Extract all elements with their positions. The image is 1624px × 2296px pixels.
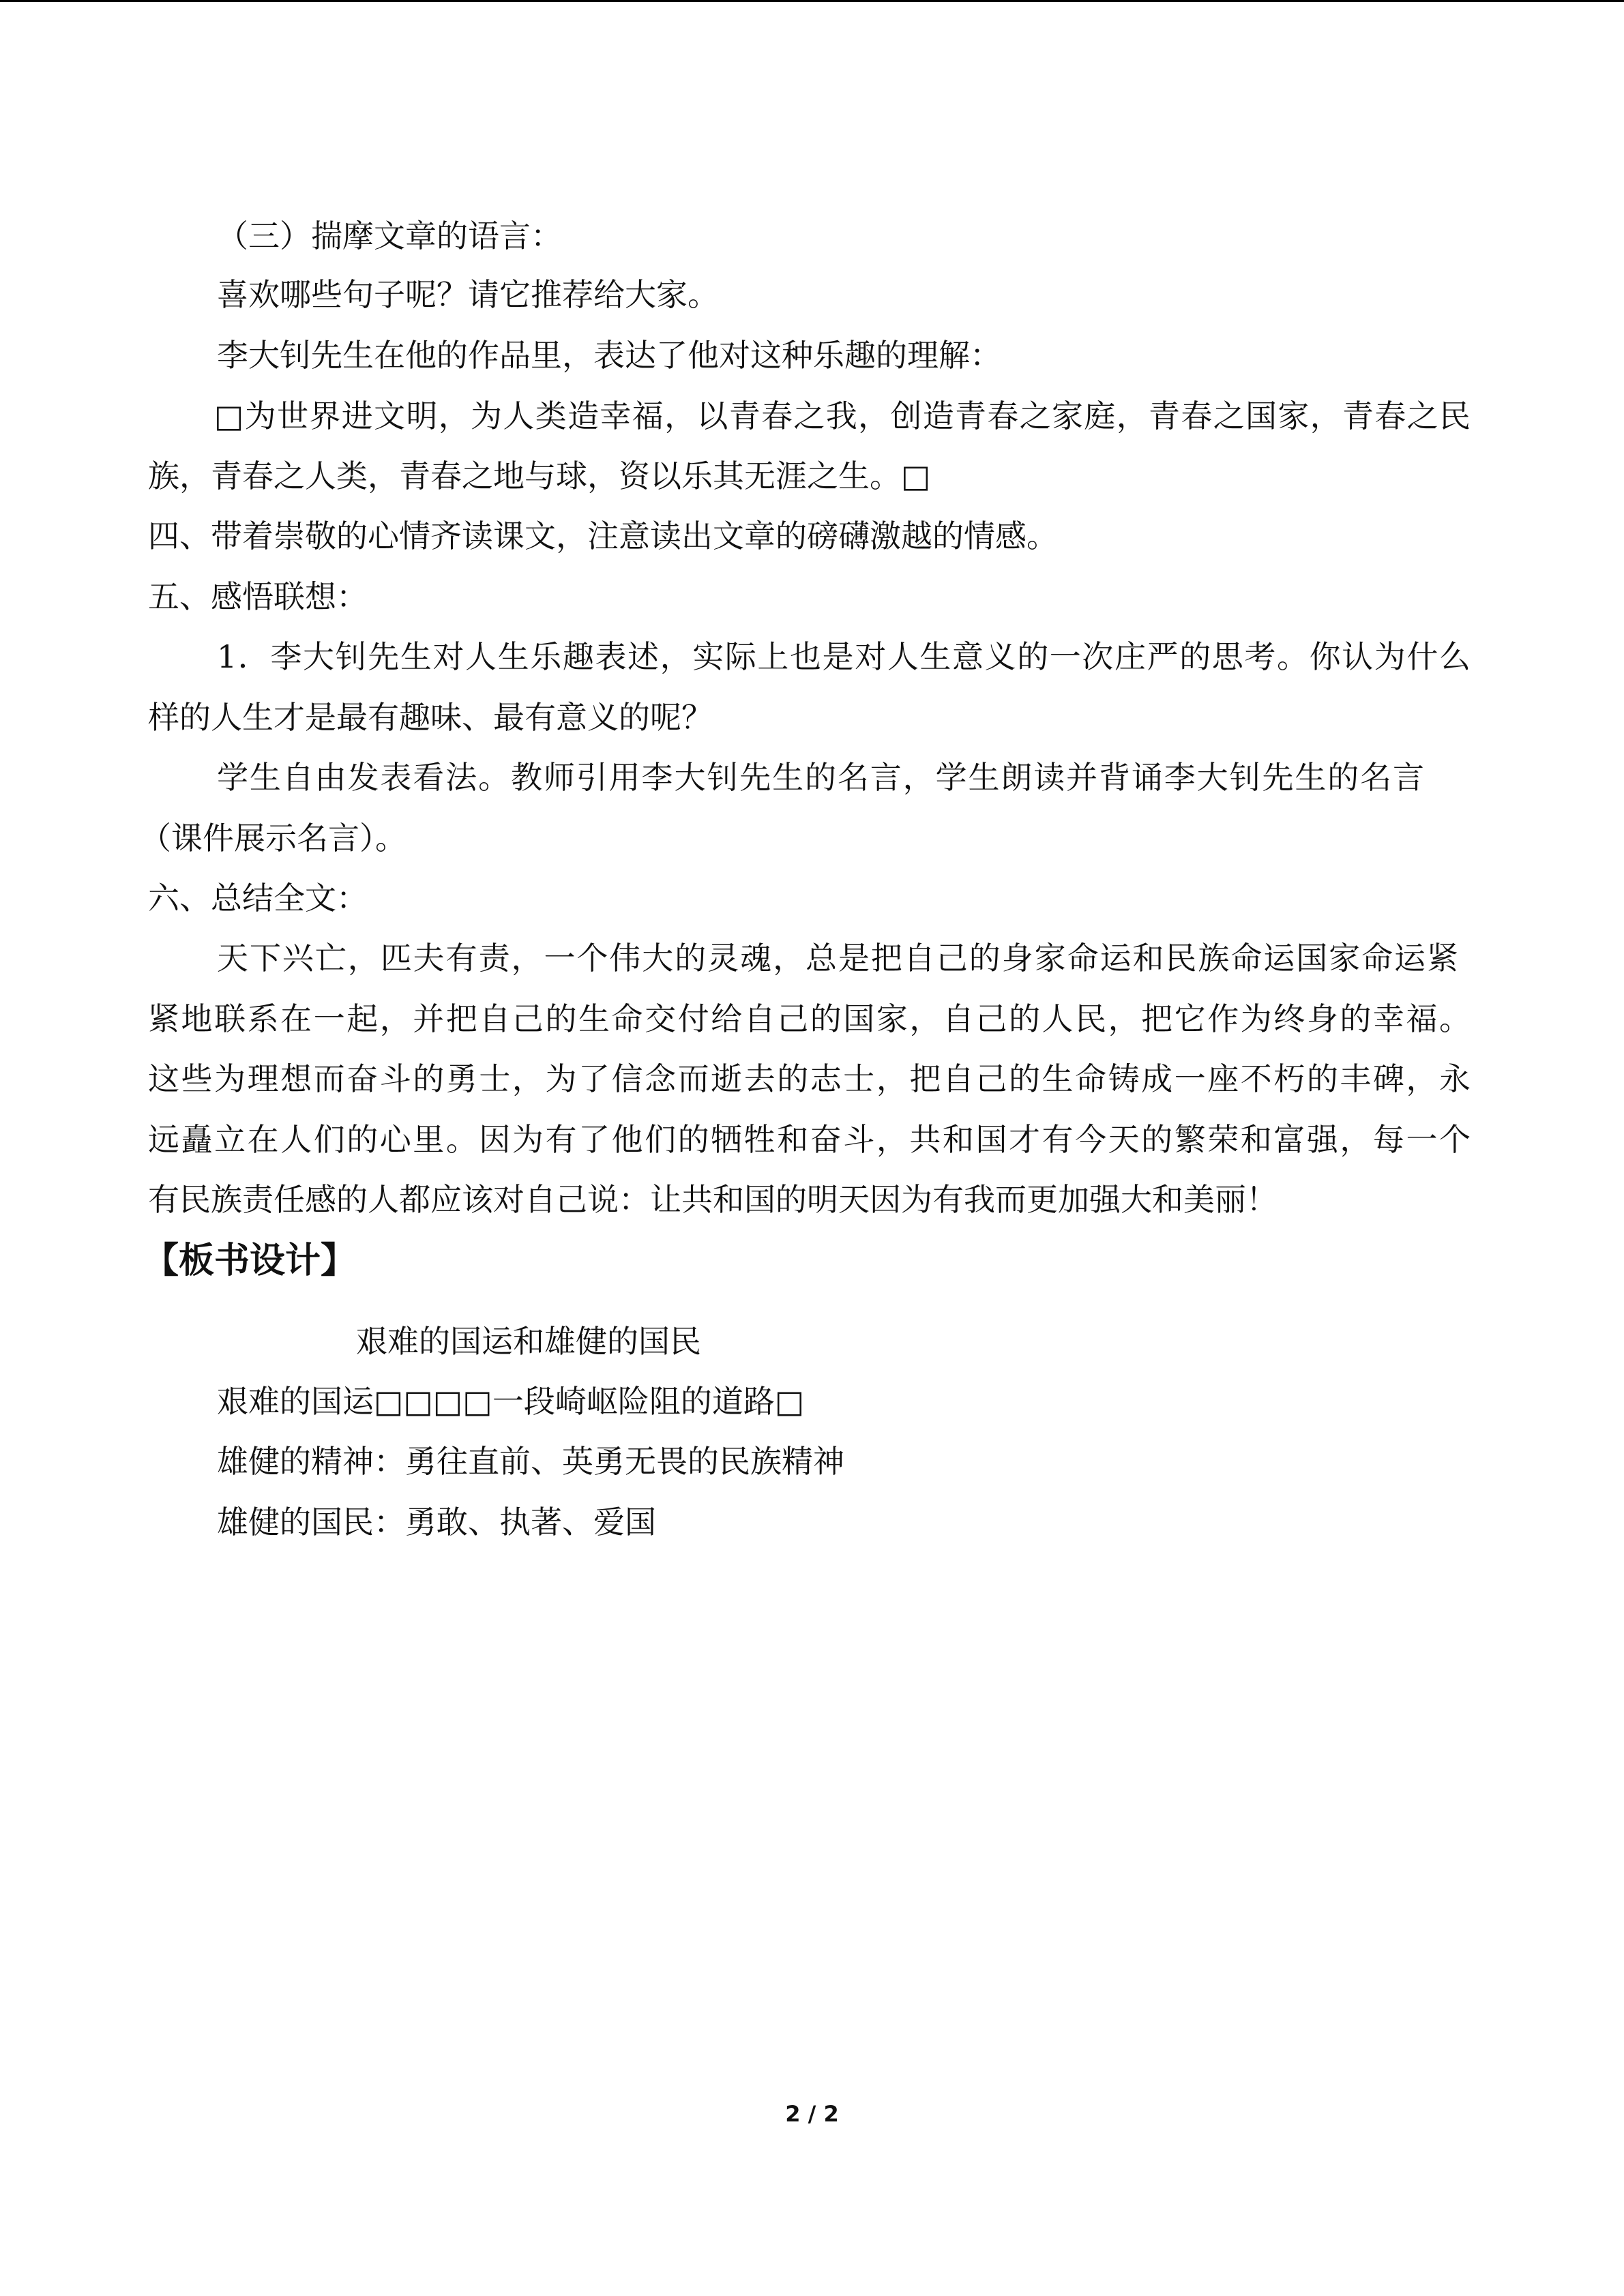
recommend-line: 喜欢哪些句子呢？请它推荐给大家。 (217, 276, 719, 313)
q1-line-2: 样的人生才是最有趣味、最有意义的呢？ (148, 699, 713, 736)
answer-line-1: 学生自由发表看法。教师引用李大钊先生的名言，学生朗读并背诵李大钊先生的名言 (217, 759, 1424, 796)
section-4: 四、带着崇敬的心情齐读课文，注意读出文章的磅礴激越的情感。 (148, 518, 1058, 554)
board-row-1 (217, 1381, 804, 1422)
q1-line-1: 1．李大钊先生对人生乐趣表述，实际上也是对人生意义的一次庄严的思考。你认为什么 (217, 638, 1471, 675)
missing-glyph-boxes: □□□□ (374, 1383, 492, 1420)
board-title: 艰难的国运和雄健的国民 (356, 1323, 701, 1360)
board-row-3: 雄健的国民：勇敢、执著、爱国 (217, 1504, 656, 1540)
page-number: 2 / 2 (785, 2101, 839, 2127)
board-row-1-text: 一段崎岖险阻的道路 (492, 1383, 775, 1420)
summary-line-2: 紧地联系在一起，并把自己的生命交付给自己的国家，自己的人民，把它作为终身的幸福。 (148, 1000, 1471, 1037)
section-5: 五、感悟联想： (148, 578, 368, 615)
li-intro-line: 李大钊先生在他的作品里，表达了他对这种乐趣的理解： (217, 337, 1001, 374)
quote-line-1 (214, 396, 1471, 436)
board-design-heading: 【板书设计】 (143, 1240, 357, 1281)
missing-glyph-box: □ (214, 398, 245, 434)
board-row-1-label: 艰难的国运 (217, 1383, 374, 1420)
missing-glyph-box: □ (774, 1383, 805, 1420)
missing-glyph-box: □ (901, 458, 931, 494)
section-3-3: （三）揣摩文章的语言： (217, 218, 562, 254)
summary-line-4: 远矗立在人们的心里。因为有了他们的牺牲和奋斗，共和国才有今天的繁荣和富强，每一个 (148, 1121, 1471, 1158)
quote-line-2 (148, 456, 930, 496)
answer-line-2: （课件展示名言）。 (140, 820, 407, 856)
quote-text-2: 族，青春之人类，青春之地与球，资以乐其无涯之生。 (148, 458, 901, 494)
summary-line-3: 这些为理想而奋斗的勇士，为了信念而逝去的志士，把自己的生命铸成一座不朽的丰碑，永 (148, 1060, 1471, 1097)
summary-line-5: 有民族责任感的人都应该对自己说：让共和国的明天因为有我而更加强大和美丽！ (148, 1181, 1278, 1218)
summary-line-1: 天下兴亡，匹夫有责，一个伟大的灵魂，总是把自己的身家命运和民族命运国家命运紧 (217, 940, 1458, 976)
quote-text-1: 为世界进文明，为人类造幸福，以青春之我，创造青春之家庭，青春之国家，青春之民 (244, 398, 1471, 434)
section-6: 六、总结全文： (148, 880, 368, 916)
board-row-2: 雄健的精神：勇往直前、英勇无畏的民族精神 (217, 1443, 844, 1480)
